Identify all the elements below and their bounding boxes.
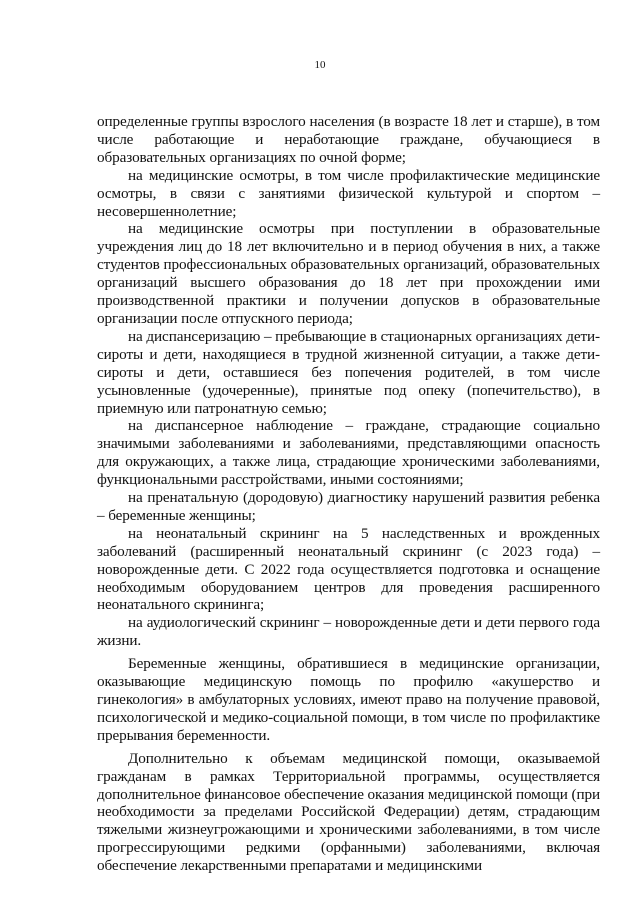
page-number: 10 [314, 59, 326, 71]
paragraph: на медицинские осмотры, в том числе профилактические медицинские осмотры, в связи с занятиями физической культурой и спортом – несовершеннолетние; [97, 166, 600, 220]
paragraph: Дополнительно к объемам медицинской помощи, оказываемой гражданам в рамках Территориальной программы, осуществляется дополнительное финансовое обеспечение оказания медицинской помощи (при необходимости за пределами Российской Федерации) детям, страдающим тяжелыми жизнеугрожающими и хроническими заболеваниями, в том числе прогрессирующими редкими (орфанными) заболеваниями, включая обеспечение лекарственными препаратами и медицинскими [97, 749, 601, 875]
paragraph: Беременные женщины, обратившиеся в медицинские организации, оказывающие медицинскую помощь по профилю «акушерство и гинекология» в амбулаторных условиях, имеют право на получение правовой, психологической и медико-социальной помощи, в том числе по профилактике прерывания беременности. [97, 655, 600, 744]
document-body [97, 113, 600, 875]
paragraph: на диспансеризацию – пребывающие в стационарных организациях дети-сироты и дети, находящиеся в трудной жизненной ситуации, а также дети-сироты и дети, оставшиеся без попечения родителей, в том числе усыновленные (удочеренные), принятые под опеку (попечительство), в приемную или патронатную семью; [97, 327, 600, 417]
paragraph: определенные группы взрослого населения (в возрасте 18 лет и старше), в том числе работающие и неработающие граждане, обучающиеся в образовательных организациях по очной форме; [97, 113, 600, 166]
paragraph: на диспансерное наблюдение – граждане, страдающие социально значимыми заболеваниями и заболеваниями, представляющими опасность для окружающих, а также лица, страдающие хроническими заболеваниями, функциональными расстройствами, иными состояниями; [97, 417, 600, 489]
paragraph: на медицинские осмотры при поступлении в образовательные учреждения лиц до 18 лет включительно и в период обучения в них, а также студентов профессиональных образовательных организаций, образовательных организаций высшего образования до 18 лет при прохождении ими производственной практики и получении допусков в образовательные организации после отпускного периода; [97, 220, 600, 327]
paragraph: на неонатальный скрининг на 5 наследственных и врожденных заболеваний (расширенный неонатальный скрининг (с 2023 года) – новорожденные дети. С 2022 года осуществляется подготовка и оснащение необходимым оборудованием центров для проведения расширенного неонатального скрининга; [97, 524, 600, 614]
paragraph: на пренатальную (дородовую) диагностику нарушений развития ребенка – беременные женщины; [97, 489, 600, 524]
paragraph: на аудиологический скрининг – новорожденные дети и дети первого года жизни. [97, 614, 600, 650]
